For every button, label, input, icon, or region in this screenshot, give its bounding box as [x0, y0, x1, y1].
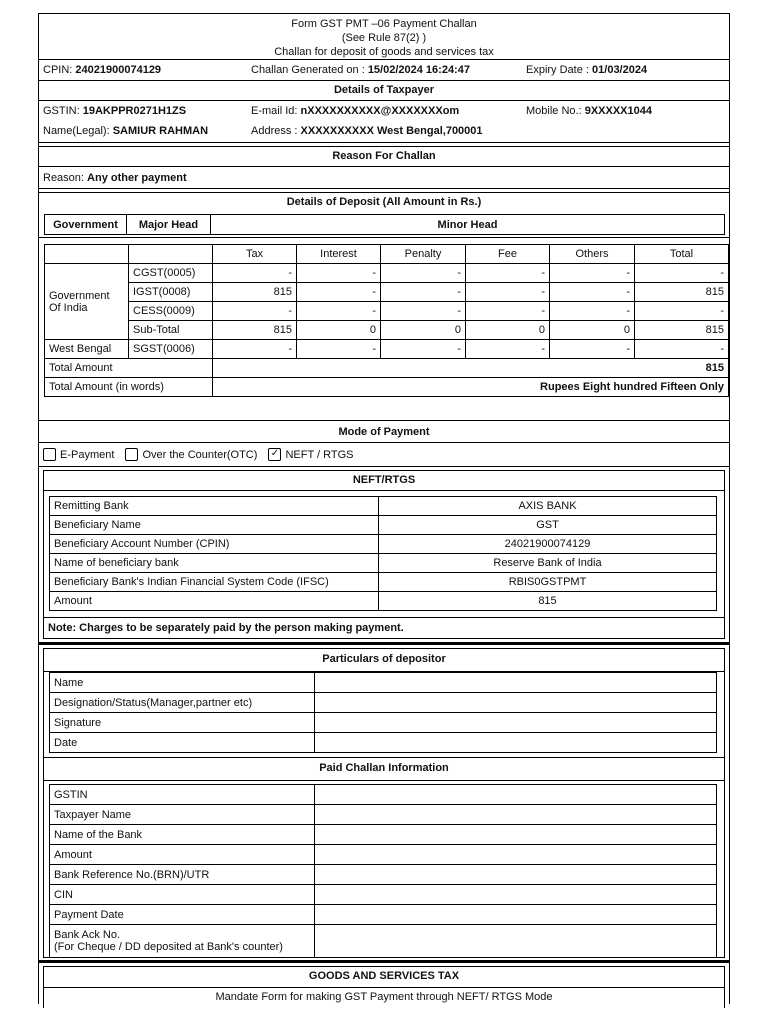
- cpin-row: [39, 60, 729, 81]
- table-row: GSTIN: [50, 785, 717, 805]
- depositor-signature-field[interactable]: [315, 713, 717, 733]
- neft-checkbox[interactable]: ✓: [268, 448, 281, 461]
- form-header: [39, 14, 729, 60]
- taxpayer-section-title: Details of Taxpayer: [39, 81, 729, 101]
- table-row: Beneficiary Bank's Indian Financial System Code (IFSC) RBIS0GSTPMT: [50, 573, 717, 592]
- neft-section: [39, 467, 729, 645]
- table-row: Government Of India CGST(0005) - - - - - -: [45, 264, 729, 283]
- email: E-mail Id: nXXXXXXXXXX@XXXXXXXom: [251, 105, 460, 117]
- challan-generated: Challan Generated on : 15/02/2024 16:24:47: [251, 64, 470, 76]
- mobile: Mobile No.: 9XXXXX1044: [526, 105, 652, 117]
- form-subtitle: Challan for deposit of goods and services tax: [274, 46, 494, 58]
- table-row: CESS(0009) - - - - - -: [45, 302, 729, 321]
- payment-mode-title: Mode of Payment: [39, 421, 729, 443]
- reason-row: Reason: Any other payment: [39, 167, 729, 189]
- table-row: Bank Ack No. (For Cheque / DD deposited at Bank's counter): [50, 925, 717, 958]
- col-others: Others: [550, 245, 635, 264]
- address: Address : XXXXXXXXXX West Bengal,700001: [251, 125, 483, 137]
- depositor-name-field[interactable]: [315, 673, 717, 693]
- total-words-row: Total Amount (in words) Rupees Eight hundred Fifteen Only: [45, 378, 729, 397]
- spacer: [39, 237, 729, 244]
- head-government: Government: [45, 215, 127, 235]
- taxpayer-details: [39, 101, 729, 143]
- paid-challan-table: [49, 784, 717, 958]
- depositor-section: [39, 645, 729, 963]
- deposit-section-title: Details of Deposit (All Amount in Rs.): [286, 196, 482, 208]
- mandate-subtitle: Mandate Form for making GST Payment through NEFT/ RTGS Mode: [215, 991, 553, 1003]
- depositor-designation-field[interactable]: [315, 693, 717, 713]
- form-rule: (See Rule 87(2) ): [341, 32, 427, 44]
- table-row: Date: [50, 733, 717, 753]
- table-row: CIN: [50, 885, 717, 905]
- reason-section-title: Reason For Challan: [39, 147, 729, 167]
- col-penalty: Penalty: [381, 245, 466, 264]
- head-major: Major Head: [127, 215, 211, 235]
- deposit-table-wrap: [39, 244, 729, 421]
- mandate-section: [39, 963, 729, 1011]
- paid-ack-field[interactable]: [315, 925, 717, 958]
- paid-cin-field[interactable]: [315, 885, 717, 905]
- neft-table: [49, 496, 717, 611]
- expiry-date: Expiry Date : 01/03/2024: [526, 64, 648, 76]
- cpin: CPIN: 24021900074129: [43, 64, 162, 76]
- col-fee: Fee: [466, 245, 550, 264]
- paid-taxpayer-field[interactable]: [315, 805, 717, 825]
- col-interest: Interest: [297, 245, 381, 264]
- col-tax: Tax: [213, 245, 297, 264]
- table-row: West Bengal SGST(0006) - - - - - -: [45, 340, 729, 359]
- paid-gstin-field[interactable]: [315, 785, 717, 805]
- payment-mode-options: E-Payment Over the Counter(OTC) ✓ NEFT / RTGS: [39, 443, 729, 467]
- table-row: Amount: [50, 845, 717, 865]
- table-row: Name of the Bank: [50, 825, 717, 845]
- total-amount-row: Total Amount 815: [45, 359, 729, 378]
- paid-bank-field[interactable]: [315, 825, 717, 845]
- paid-brn-field[interactable]: [315, 865, 717, 885]
- form-title: Form GST PMT –06 Payment Challan: [291, 18, 477, 30]
- table-row: Bank Reference No.(BRN)/UTR: [50, 865, 717, 885]
- table-row: Sub-Total 815 0 0 0 0 815: [45, 321, 729, 340]
- deposit-heads: [39, 213, 729, 237]
- table-row: Name of beneficiary bank Reserve Bank of India: [50, 554, 717, 573]
- table-row: Beneficiary Name GST: [50, 516, 717, 535]
- table-row: Remitting Bank AXIS BANK: [50, 497, 717, 516]
- col-total: Total: [635, 245, 729, 264]
- paid-amount-field[interactable]: [315, 845, 717, 865]
- table-row: Amount 815: [50, 592, 717, 611]
- head-minor: Minor Head: [211, 215, 725, 235]
- depositor-date-field[interactable]: [315, 733, 717, 753]
- depositor-table: [49, 672, 717, 753]
- table-row: IGST(0008) 815 - - - - 815: [45, 283, 729, 302]
- gov-india: Government Of India: [45, 264, 129, 340]
- table-row: Taxpayer Name: [50, 805, 717, 825]
- challan-form: [38, 13, 730, 1004]
- deposit-table: [44, 244, 729, 397]
- paid-challan-title: Paid Challan Information: [44, 757, 724, 781]
- legal-name: Name(Legal): SAMIUR RAHMAN: [43, 125, 209, 137]
- charges-note: Note: Charges to be separately paid by the person making payment.: [44, 617, 724, 640]
- otc-checkbox[interactable]: [125, 448, 138, 461]
- total-words: Rupees Eight hundred Fifteen Only: [213, 378, 729, 397]
- paid-date-field[interactable]: [315, 905, 717, 925]
- gstin: GSTIN: 19AKPPR0271H1ZS: [43, 105, 187, 117]
- table-row: Signature: [50, 713, 717, 733]
- epayment-checkbox[interactable]: [43, 448, 56, 461]
- table-row: Payment Date: [50, 905, 717, 925]
- depositor-title: Particulars of depositor: [44, 649, 724, 672]
- gst-title: GOODS AND SERVICES TAX: [44, 967, 724, 988]
- total-amount: 815: [213, 359, 729, 378]
- table-row: Beneficiary Account Number (CPIN) 24021900074129: [50, 535, 717, 554]
- table-row: Designation/Status(Manager,partner etc): [50, 693, 717, 713]
- table-row: Name: [50, 673, 717, 693]
- neft-title: NEFT/RTGS: [44, 471, 724, 491]
